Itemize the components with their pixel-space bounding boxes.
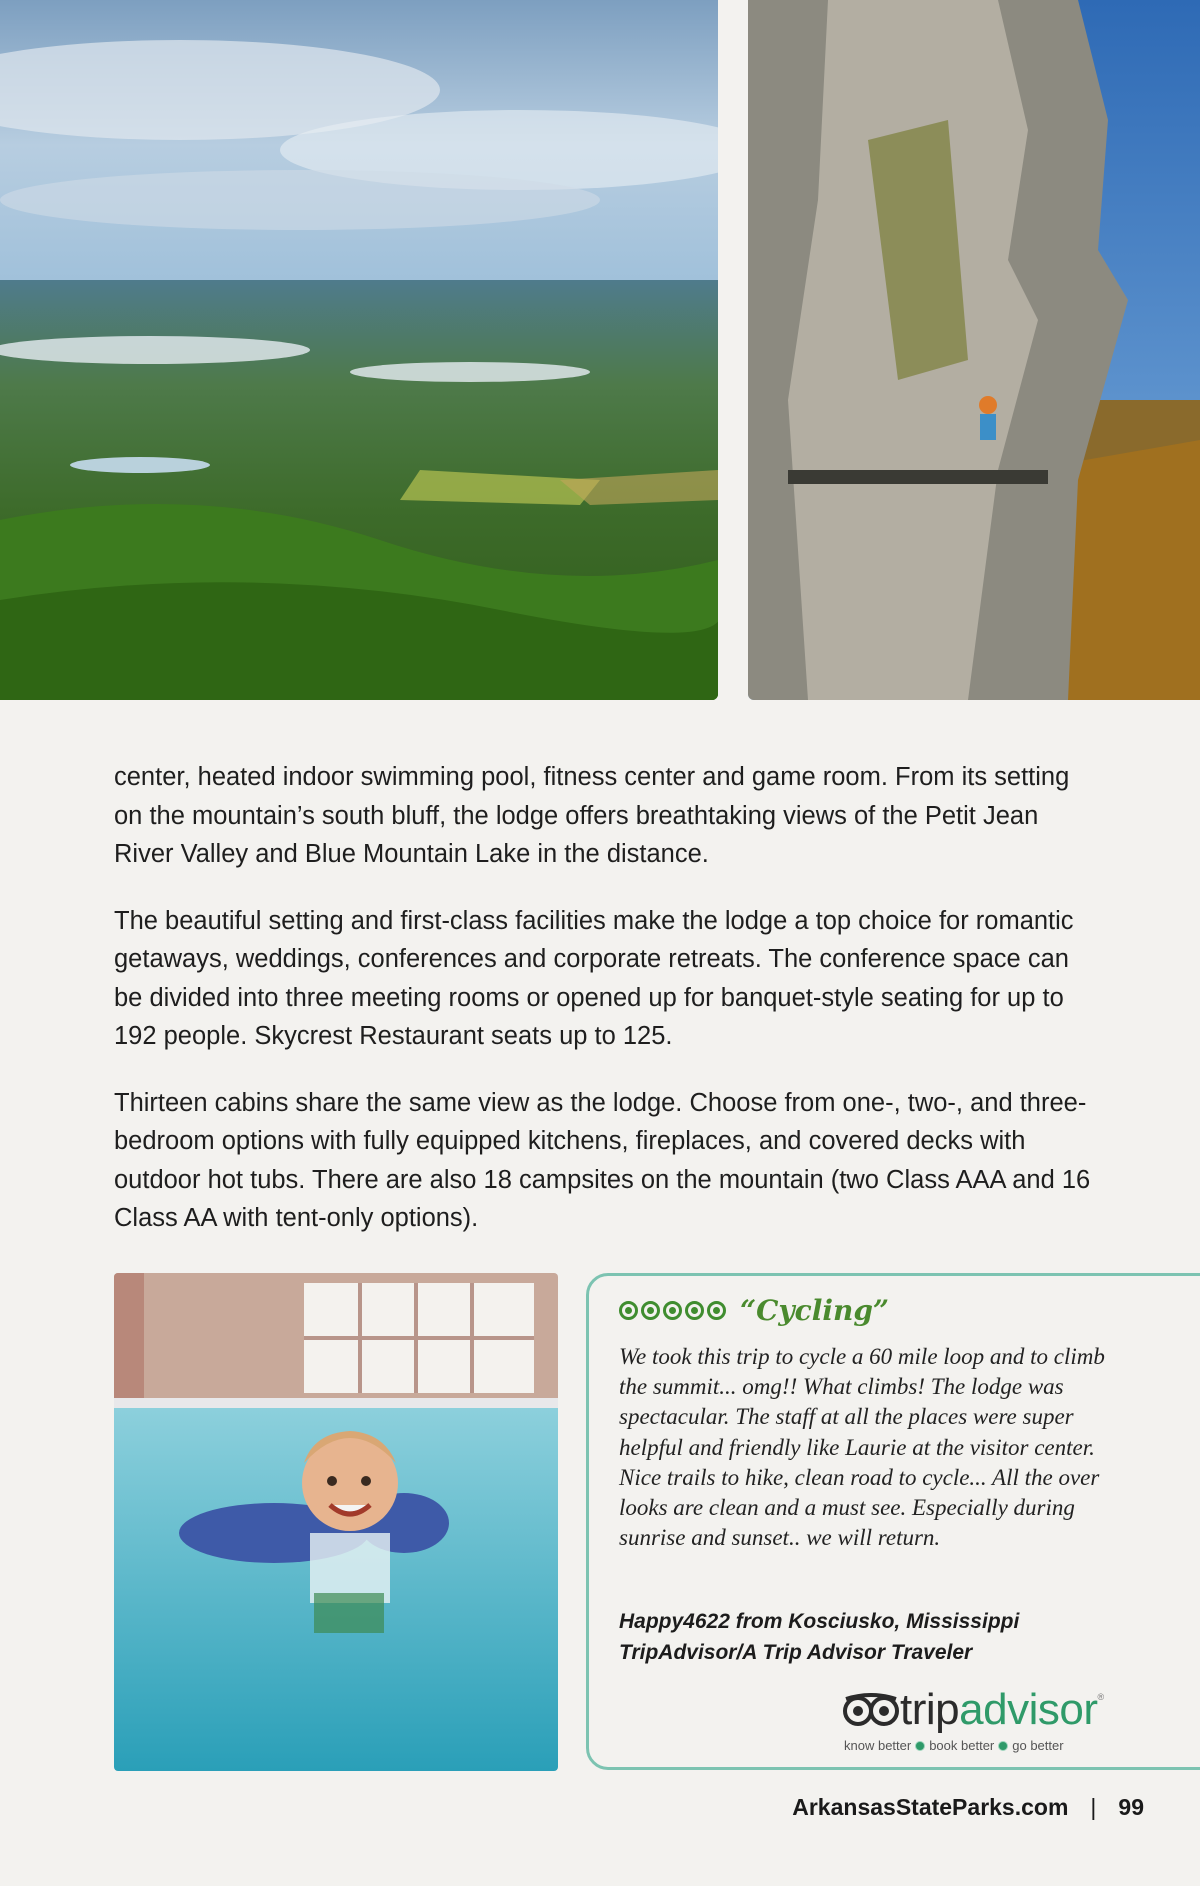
review-header: [619, 1294, 889, 1327]
rock-climber-photo: [748, 0, 1200, 700]
body-paragraph: center, heated indoor swimming pool, fitness center and game room. From its setting on the mountain’s south bluff, the lodge offers breathtaking views of the Petit Jean River Valley and Blue Mountain Lake in the distance.: [114, 763, 1070, 868]
body-paragraph: The beautiful setting and first-class facilities make the lodge a top choice for romantic getaways, weddings, conferences and corporate retreats. The conference space can be divided into three meeting rooms or opened up for banquet-style seating for up to 192 people. Skycrest Restaurant seats up to 125.: [114, 906, 1074, 1050]
review-title: “Cycling”: [740, 1294, 890, 1327]
footer-separator: |: [1090, 1794, 1097, 1820]
review-author-source: TripAdvisor/A Trip Advisor Traveler: [619, 1641, 973, 1664]
registered-mark: ®: [1097, 1692, 1105, 1702]
review-author-name: Happy4622 from Kosciusko, Mississippi: [619, 1610, 1020, 1633]
tagline-part: go better: [1012, 1738, 1064, 1753]
rating-bubble-icon: [685, 1301, 704, 1320]
body-paragraph: Thirteen cabins share the same view as the lodge. Choose from one-, two-, and three-bedroom options with fully equipped kitchens, fireplaces, and covered decks with outdoor hot tubs. There are also 18 campsites on the mountain (two Class AAA and 16 Class AA with tent-only options).: [114, 1088, 1091, 1232]
review-text: We took this trip to cycle a 60 mile loop and to climb the summit... omg!! What climbs! The lodge was spectacular. The staff at all the places were super helpful and friendly like Laurie at the visitor center. Nice trails to hike, clean road to cycle... All the over looks are clean and a must see. Especially during sunrise and sunset.. we will return.: [619, 1344, 1105, 1551]
review-author: [619, 1606, 1139, 1668]
rating-bubble-icon: [707, 1301, 726, 1320]
tagline-part: book better: [929, 1738, 995, 1753]
valley-landscape-photo: [0, 0, 718, 700]
page-number: 99: [1118, 1794, 1144, 1820]
owl-eyes-icon: [842, 1693, 900, 1727]
page-footer: [792, 1794, 1144, 1821]
tagline-dot-icon: [998, 1741, 1008, 1751]
rating-bubble-icon: [619, 1301, 638, 1320]
logo-word-advisor: advisor: [959, 1685, 1098, 1734]
body-text: [114, 758, 1104, 1266]
review-card: [586, 1273, 1200, 1770]
logo-word-trip: trip: [900, 1685, 960, 1734]
tripadvisor-logo: [842, 1685, 1142, 1753]
rating-bubbles: [619, 1301, 726, 1320]
rating-bubble-icon: [663, 1301, 682, 1320]
logo-tagline: [844, 1738, 1142, 1753]
tagline-dot-icon: [915, 1741, 925, 1751]
tagline-part: know better: [844, 1738, 912, 1753]
rating-bubble-icon: [641, 1301, 660, 1320]
footer-site: ArkansasStateParks.com: [792, 1794, 1069, 1820]
pool-child-photo: [114, 1273, 558, 1771]
